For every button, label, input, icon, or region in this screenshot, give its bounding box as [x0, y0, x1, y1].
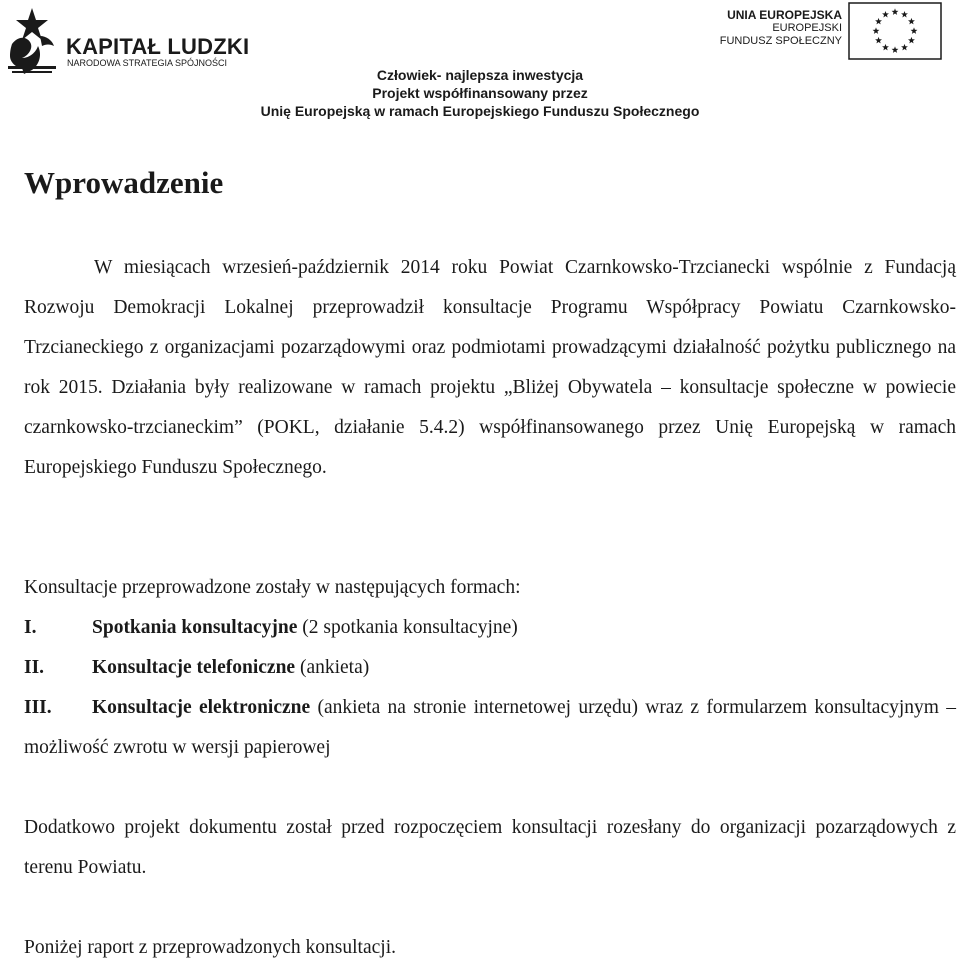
- forms-item-detail: (ankieta): [295, 657, 370, 678]
- forms-item-number: II.: [24, 657, 45, 678]
- eu-logo-line3: FUNDUSZ SPOŁECZNY: [719, 35, 842, 47]
- kapital-ludzki-title: KAPITAŁ LUDZKI: [66, 34, 250, 59]
- cofinancing-line2: Projekt współfinansowany przez: [372, 85, 588, 101]
- forms-list: [24, 608, 956, 768]
- forms-item-title: Konsultacje elektroniczne: [92, 697, 311, 718]
- page-title: Wprowadzenie: [24, 165, 224, 200]
- forms-item-detail: (ankieta na stronie internetowej urzędu) wraz z formularzem konsultacyjnym – możliwość zwrotu w wersji papierowej: [24, 697, 956, 758]
- forms-item-number: III.: [24, 697, 52, 718]
- forms-item-detail: (2 spotkania konsultacyjne): [297, 617, 518, 638]
- intro-paragraph-text: W miesiącach wrzesień-październik 2014 roku Powiat Czarnkowsko-Trzcianecki wspólnie z Fundacją Rozwoju Demokracji Lokalnej przeprowadził konsultacje Programu Współpracy Powiatu Czarnkowsko-Trzcianeckiego z organizacjami pozarządowymi oraz podmiotami prowadzącymi działalność pożytku publicznego na rok 2015. Działania były realizowane w ramach projektu „Bliżej Obywatela – konsultacje społeczne w powiecie czarnkowsko-trzcianeckim” (POKL, działanie 5.4.2) współfinansowanego przez Unię Europejską w ramach Europejskiego Funduszu Społecznego.: [24, 257, 956, 478]
- eu-logo-line1: UNIA EUROPEJSKA: [727, 8, 842, 22]
- eu-flag-icon: [848, 2, 942, 65]
- cofinancing-note: [0, 66, 960, 120]
- cofinancing-line1: Człowiek- najlepsza inwestycja: [376, 67, 584, 83]
- forms-item-title: Konsultacje telefoniczne: [92, 657, 296, 678]
- kapital-ludzki-subtitle: NARODOWA STRATEGIA SPÓJNOŚCI: [67, 58, 228, 68]
- forms-intro: Konsultacje przeprowadzone zostały w następujących formach:: [24, 577, 521, 598]
- distribution-paragraph: Dodatkowo projekt dokumentu został przed rozpoczęciem konsultacji rozesłany do organizacji pozarządowych z terenu Powiatu.: [24, 817, 956, 878]
- eu-logo-line2: EUROPEJSKI: [772, 22, 842, 34]
- intro-paragraph: [24, 248, 956, 488]
- forms-list-item: [24, 608, 956, 648]
- forms-item-number: I.: [24, 617, 37, 638]
- forms-list-item: [24, 648, 956, 688]
- forms-item-title: Spotkania konsultacyjne: [92, 617, 298, 638]
- cofinancing-line3: Unię Europejską w ramach Europejskiego Funduszu Społecznego: [260, 103, 700, 119]
- eu-logo-text: [720, 8, 842, 48]
- report-intro-paragraph: Poniżej raport z przeprowadzonych konsultacji.: [24, 937, 396, 958]
- forms-list-item: [24, 688, 956, 768]
